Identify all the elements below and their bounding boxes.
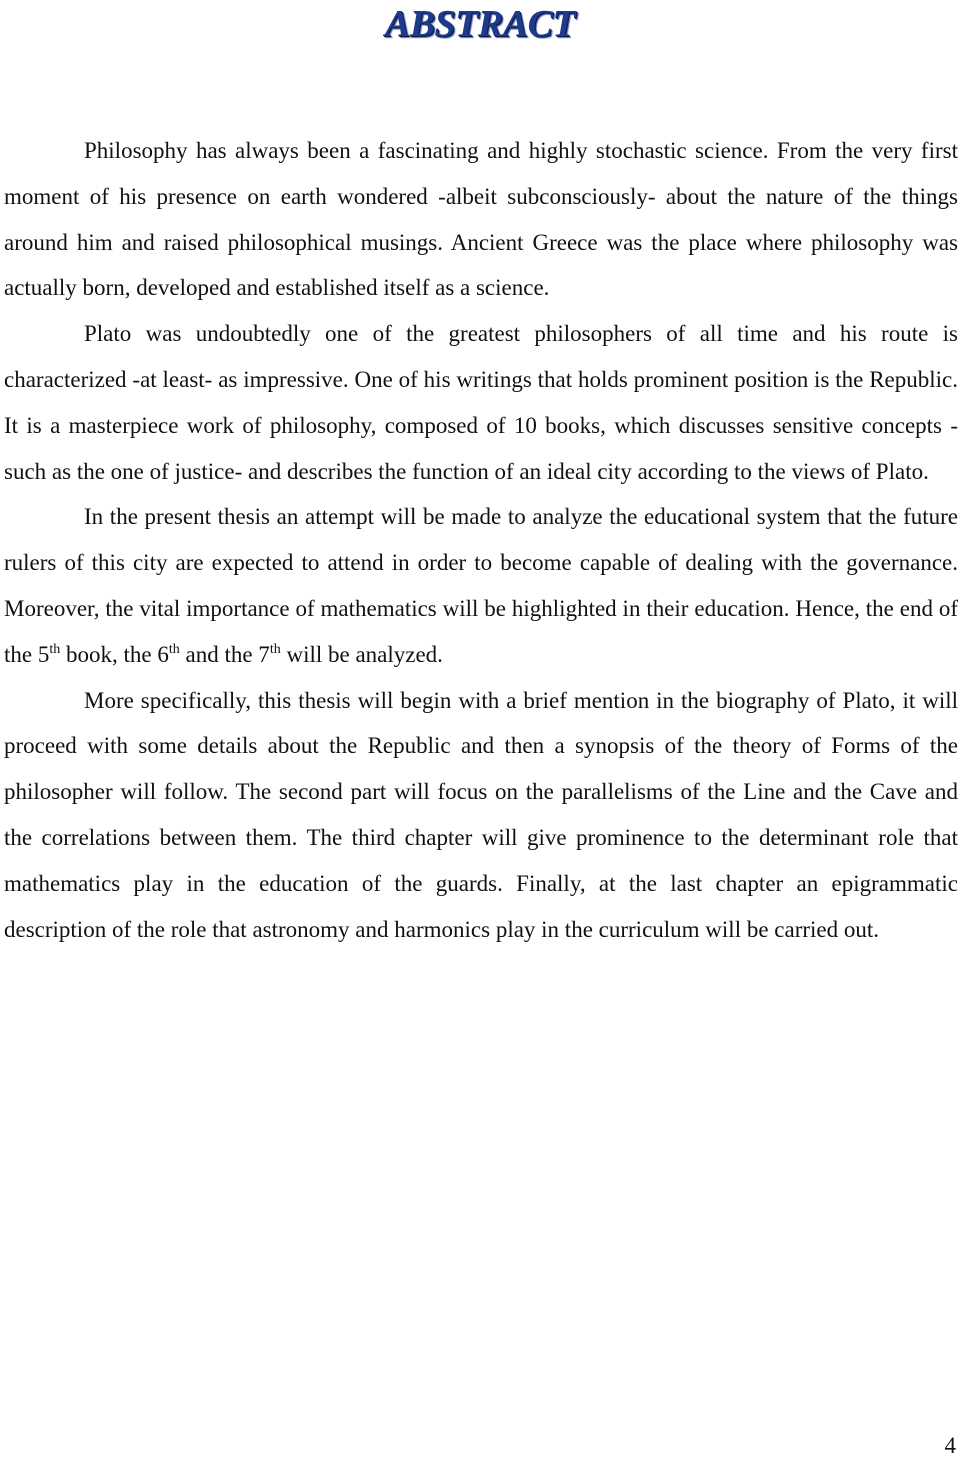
abstract-body <box>4 128 958 952</box>
paragraph-3-text-c: and the 7 <box>179 641 270 667</box>
page-number: 4 <box>944 1433 956 1458</box>
superscript-th: th <box>49 641 61 657</box>
paragraph-3-text-b: book, the 6 <box>60 641 169 667</box>
paragraph-3-text-d: will be analyzed. <box>280 641 443 667</box>
paragraph-4: More specifically, this thesis will begin with a brief mention in the biography of Plato, it will proceed with some details about the Republic and then a synopsis of the theory of Forms of the philosopher will follow. The second part will focus on the parallelisms of the Line and the Cave and the correlations between them. The third chapter will give prominence to the determinant role that mathematics play in the education of the guards. Finally, at the last chapter an epigrammatic description of the role that astronomy and harmonics play in the curriculum will be carried out. <box>4 687 958 942</box>
superscript-th: th <box>168 641 180 657</box>
superscript-th: th <box>269 641 281 657</box>
page-title: ABSTRACT <box>384 3 576 45</box>
paragraph-2: Plato was undoubtedly one of the greatest philosophers of all time and his route is characterized -at least- as impressive. One of his writings that holds prominent position is the Republic. It is a masterpiece work of philosophy, composed of 10 books, which discusses sensitive concepts -such as the one of justice- and describes the function of an ideal city according to the views of Plato. <box>4 321 958 484</box>
paragraph-1: Philosophy has always been a fascinating and highly stochastic science. From the very first moment of his presence on earth wondered -albeit subconsciously- about the nature of the things around him and raised philosophical musings. Ancient Greece was the place where philosophy was actually born, developed and established itself as a science. <box>4 138 958 301</box>
paragraph-3 <box>4 494 958 677</box>
paragraph-3-text-a: In the present thesis an attempt will be made to analyze the educational system that the future rulers of this city are expected to attend in order to become capable of dealing with the governance. Moreover, the vital importance of mathematics will be highlighted in their education. Hence, the end of the 5 <box>4 504 958 667</box>
